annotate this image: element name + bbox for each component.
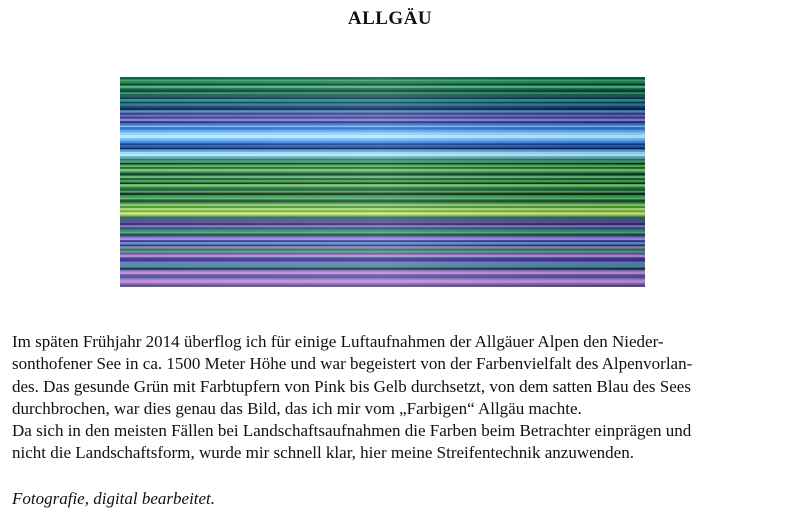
description-line: des. Das gesunde Grün mit Farbtupfern von Pink bis Gelb durchsetzt, von dem satten Blau des Sees <box>12 376 691 396</box>
stripe-artwork <box>120 77 645 287</box>
stripe-sheen <box>120 77 645 287</box>
description-text <box>12 331 782 465</box>
description-line: Da sich in den meisten Fällen bei Landschaftsaufnahmen die Farben beim Betrachter einprägen und <box>12 421 692 441</box>
medium-caption: Fotografie, digital bearbeitet. <box>12 489 216 508</box>
description-line: sonthofener See in ca. 1500 Meter Höhe und war begeistert von der Farbenvielfalt des Alpenvorlan- <box>12 354 693 374</box>
description-line: durchbrochen, war dies genau das Bild, das ich mir vom „Farbigen“ Allgäu machte. <box>12 398 582 418</box>
artwork-image <box>120 77 645 287</box>
artwork-title: ALLGÄU <box>347 8 433 29</box>
description-line: Im späten Frühjahr 2014 überflog ich für einige Luftaufnahmen der Allgäuer Alpen den Nieder- <box>12 332 664 351</box>
description-line: nicht die Landschaftsform, wurde mir schnell klar, hier meine Streifentechnik anzuwenden. <box>12 443 634 463</box>
